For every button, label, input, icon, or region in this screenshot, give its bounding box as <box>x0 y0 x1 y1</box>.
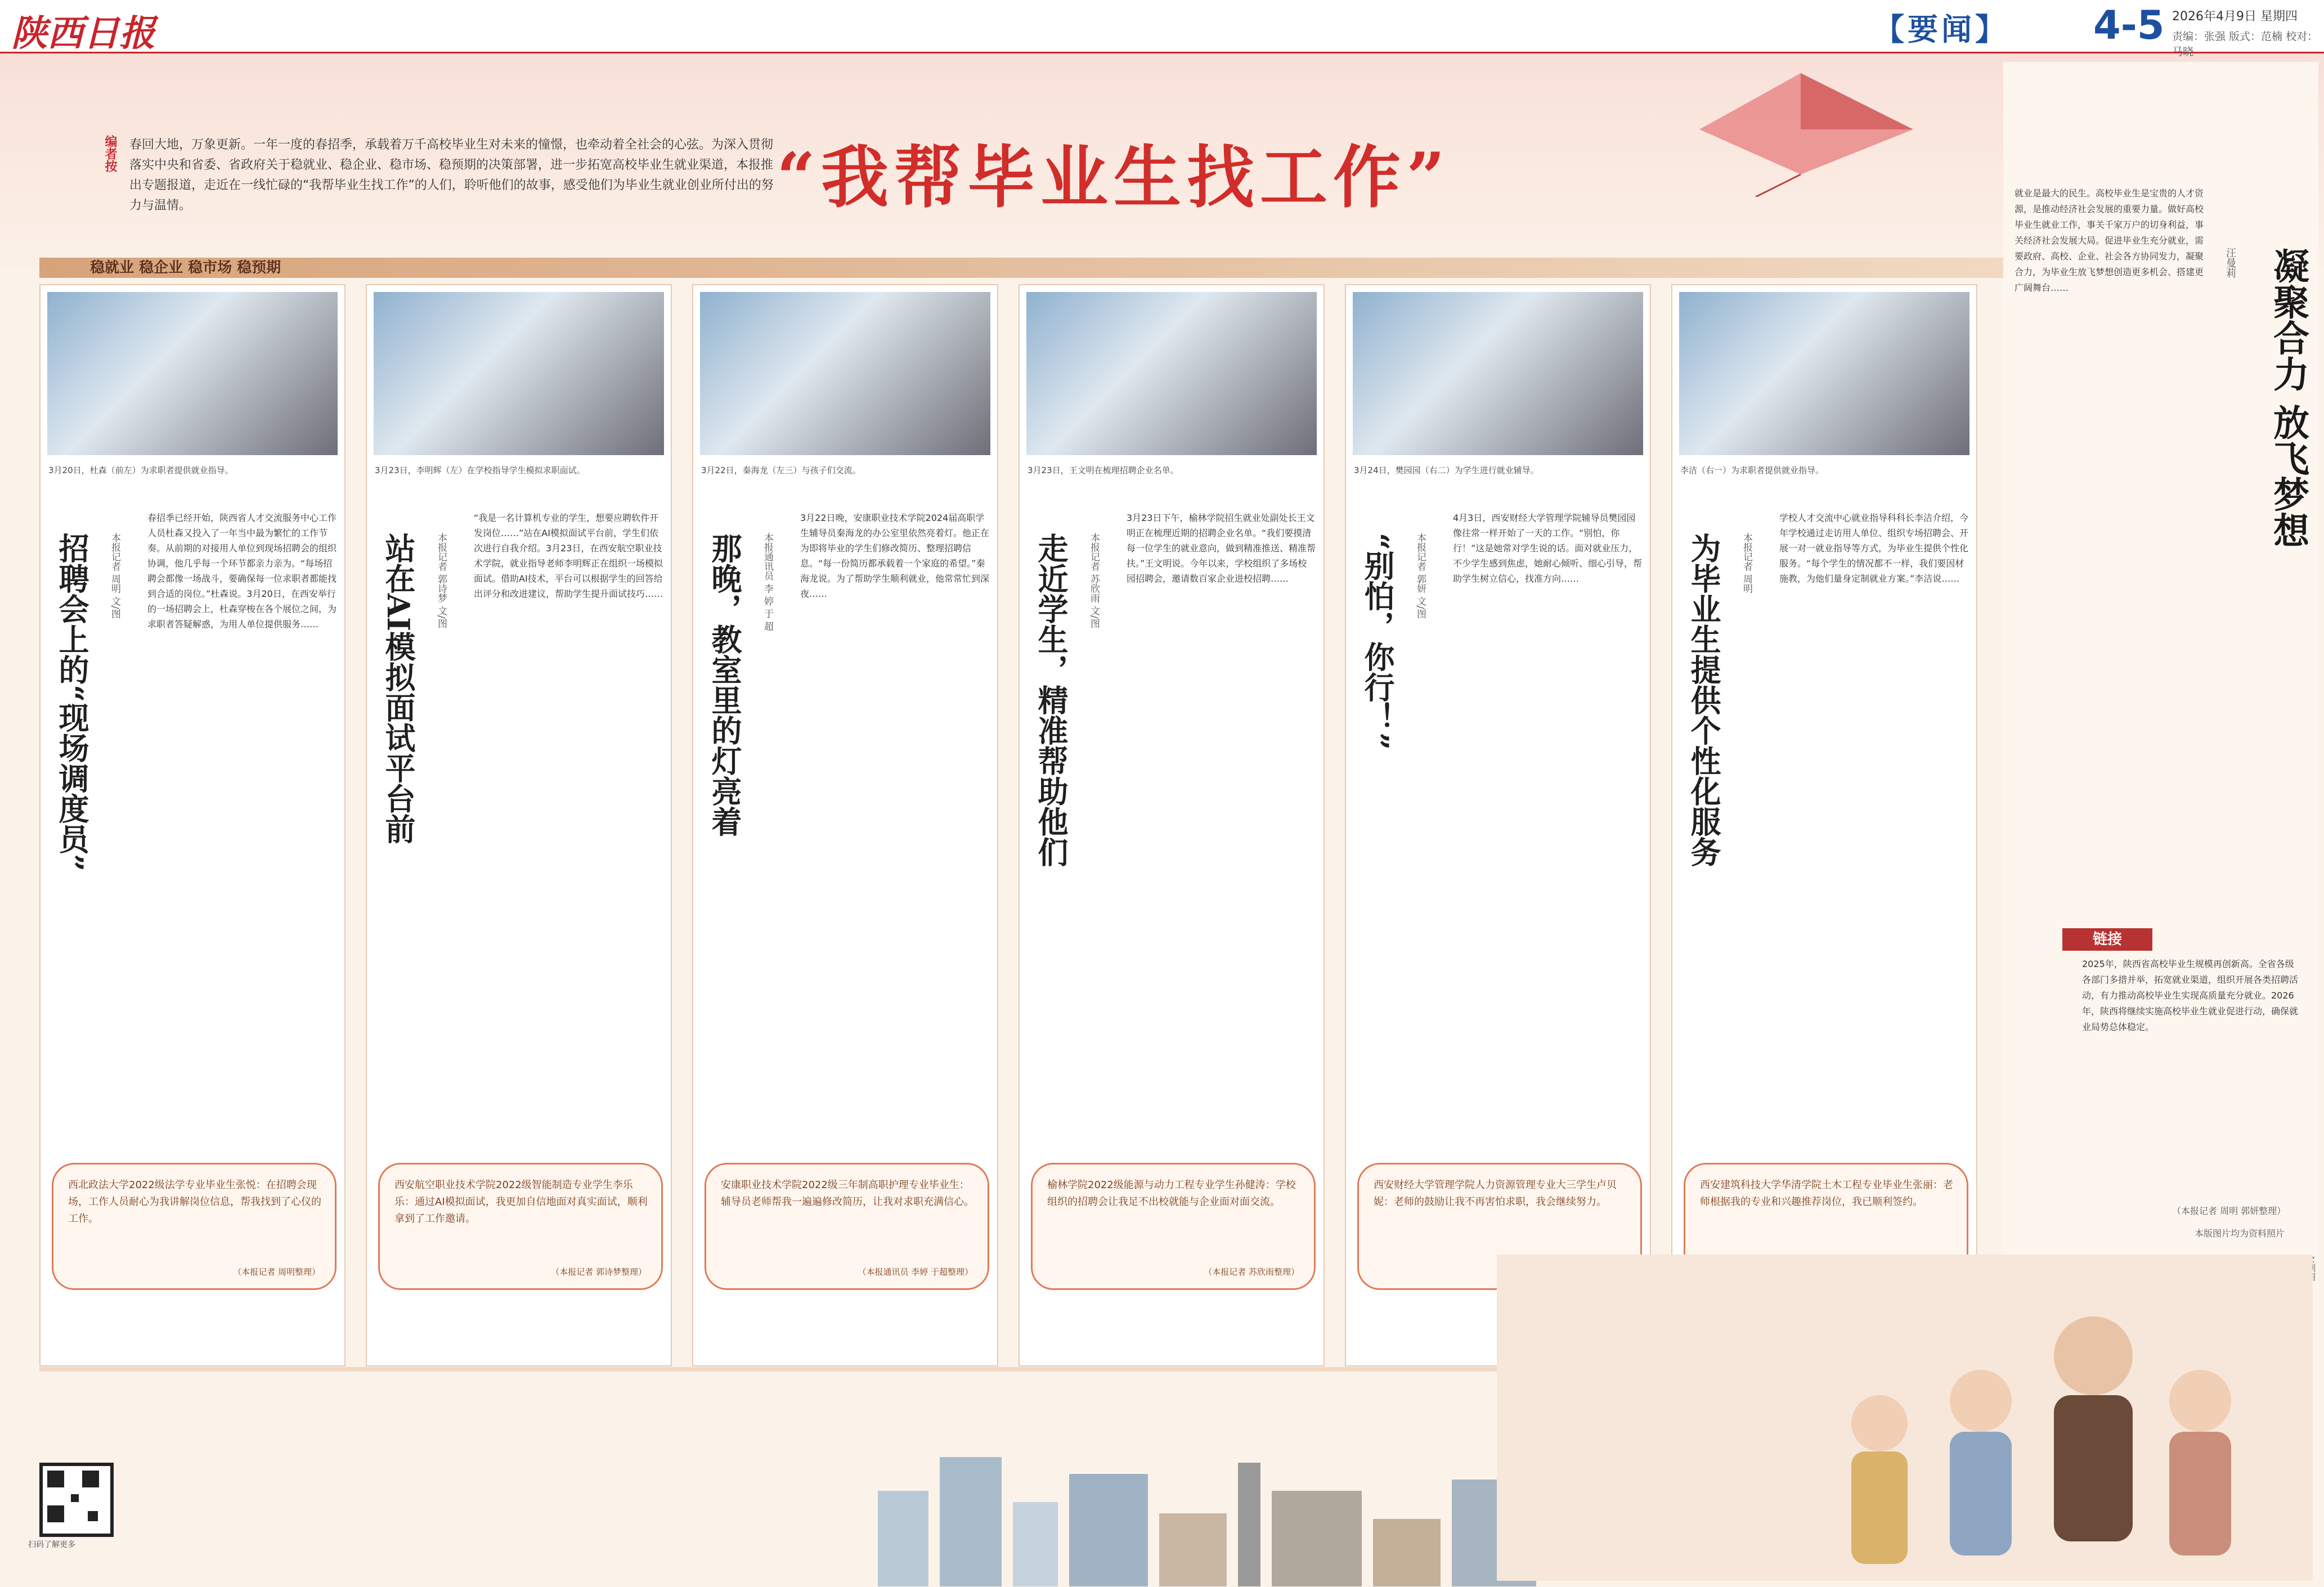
quote-byline: （本报记者 周明整理） <box>233 1267 320 1277</box>
masthead-bar <box>0 0 2324 58</box>
story-photo <box>700 292 990 455</box>
story-byline: 本报记者 郭诗梦 文/图 <box>436 533 447 628</box>
story-title: 那晚，教室里的灯亮着 <box>707 533 743 837</box>
commentary-author: 汪曼莉 <box>2224 248 2236 278</box>
story-column-2 <box>366 284 672 1366</box>
story-byline: 本报记者 周明 <box>1741 533 1752 594</box>
link-byline: （本报记者 周明 郭妍整理） <box>2172 1206 2286 1216</box>
story-byline: 本报通讯员 李 婷 于 超 <box>762 533 773 631</box>
link-body: 2025年，陕西省高校毕业生规模再创新高。全省各级各部门多措并举，拓宽就业渠道，组织开展各类招聘活动，有力推动高校毕业生实现高质量充分就业。2026年，陕西将继续实施高校毕业生就业促进行动，确保就业局势总体稳定。 <box>2082 959 2299 1032</box>
qr-code[interactable] <box>39 1463 114 1537</box>
kite-icon <box>1688 62 1924 197</box>
photo-caption: 李洁（右一）为求职者提供就业指导。 <box>1680 465 1824 475</box>
story-photo <box>1353 292 1643 455</box>
story-body: 学校人才交流中心就业指导科科长李洁介绍，今年学校通过走访用人单位、组织专场招聘会、开展一对一就业指导等方式，为毕业生提供个性化服务。“每个学生的情况都不一样，我们要因材施教，为他们量身定制就业方案。”李洁说…… <box>1779 512 1968 584</box>
commentary-title: 凝聚合力 放飞梦想 <box>2267 248 2309 549</box>
qr-module <box>71 1494 79 1502</box>
qr-finder-icon <box>47 1471 64 1487</box>
editor-credits: 责编：张强 版式：范楠 校对：马晓 <box>2172 30 2318 58</box>
story-column-5 <box>1345 284 1651 1366</box>
story-photo <box>374 292 664 455</box>
theme-band-text: 稳就业 稳企业 稳市场 稳预期 <box>90 259 281 276</box>
city-skyline-illustration <box>878 1378 1553 1586</box>
theme-band <box>39 258 2003 278</box>
quote-bubble <box>1031 1163 1316 1290</box>
photo-caption: 3月20日，杜森（前左）为求职者提供就业指导。 <box>48 465 234 475</box>
editor-note-text: 春回大地，万象更新。一年一度的春招季，承载着万千高校毕业生对未来的憧憬，也牵动着全社会的心弦。为深入贯彻落实中央和省委、省政府关于稳就业、稳企业、稳市场、稳预期的决策部署，进一步拓宽高校毕业生就业渠道，本报推出专题报道，走近在一线忙碌的“我帮毕业生找工作”的人们，聆听他们的故事，感受他们为毕业生就业创业所付出的努力与温情。 <box>129 138 774 213</box>
photo-caption: 3月23日，李明辉（左）在学校指导学生模拟求职面试。 <box>375 465 585 475</box>
quote-text: 西安建筑科技大学华清学院土木工程专业毕业生张丽：老师根据我的专业和兴趣推荐岗位，我已顺利签约。 <box>1700 1179 1953 1208</box>
quote-text: 西安财经大学管理学院人力资源管理专业大三学生卢贝妮：老师的鼓励让我不再害怕求职，我会继续努力。 <box>1374 1179 1617 1208</box>
photo-caption: 3月22日，秦海龙（左三）与孩子们交流。 <box>701 465 861 475</box>
qr-finder-icon <box>47 1505 64 1522</box>
story-photo <box>1679 292 1969 455</box>
story-column-3 <box>692 284 998 1366</box>
quote-byline: （本报记者 苏欣雨整理） <box>1204 1267 1299 1277</box>
story-title: 招聘会上的“现场调度员” <box>54 533 90 872</box>
graduates-illustration <box>1497 1255 2313 1581</box>
photo-note: 本版图片均为资料照片 <box>2195 1228 2285 1239</box>
story-byline: 本报记者 苏欣雨 文/图 <box>1088 533 1100 628</box>
quote-text: 安康职业技术学院2022级三年制高职护理专业毕业生：辅导员老师帮我一遍遍修改简历，让我对求职充满信心。 <box>721 1179 974 1208</box>
editor-note-label: 编者按 <box>103 135 117 172</box>
issue-date: 2026年4月9日 星期四 <box>2172 10 2298 24</box>
qr-finder-icon <box>82 1471 99 1487</box>
story-body: 3月23日下午，榆林学院招生就业处副处长王文明正在梳理近期的招聘企业名单。“我们要摸清每一位学生的就业意向，做到精准推送、精准帮扶。”王文明说。今年以来，学校组织了多场校园招聘会，邀请数百家企业进校招聘…… <box>1127 512 1316 584</box>
story-column-4 <box>1019 284 1325 1366</box>
story-body: 春招季已经开始，陕西省人才交流服务中心工作人员杜森又投入了一年当中最为繁忙的工作节奏。从前期的对接用人单位到现场招聘会的组织协调，他几乎每一个环节都亲力亲为。“每场招聘会都像一场战斗，要确保每一位求职者都能找到合适的岗位。”杜森说。3月20日，在西安举行的一场招聘会上，杜森穿梭在各个展位之间，为求职者答疑解惑，为用人单位提供服务…… <box>147 512 337 630</box>
story-title: 站在AI模拟面试平台前 <box>380 533 416 844</box>
page-headline: “我帮毕业生找工作” <box>777 138 1451 217</box>
quote-bubble <box>378 1163 663 1290</box>
quote-byline: （本报通讯员 李婷 于超整理） <box>858 1267 973 1277</box>
qr-label: 扫码了解更多 <box>28 1540 75 1549</box>
story-column-1 <box>39 284 346 1366</box>
photo-caption: 3月24日，樊园园（右二）为学生进行就业辅导。 <box>1354 465 1539 475</box>
quote-bubble <box>52 1163 337 1290</box>
story-byline: 本报记者 郭妍 文/图 <box>1415 533 1426 619</box>
story-photo <box>1026 292 1317 455</box>
page-numbers: 4-5 <box>2093 2 2165 48</box>
story-body: 3月22日晚，安康职业技术学院2024届高职学生辅导员秦海龙的办公室里依然亮着灯。他正在为即将毕业的学生们修改简历、整理招聘信息。“每一份简历都承载着一个家庭的希望。”秦海龙说。为了帮助学生顺利就业，他常常忙到深夜…… <box>800 512 989 599</box>
story-title: 为毕业生提供个性化服务 <box>1686 533 1722 867</box>
story-body: “我是一名计算机专业的学生，想要应聘软件开发岗位……”站在AI模拟面试平台前，学生们依次进行自我介绍。3月23日，在西安航空职业技术学院，就业指导老师李明辉正在组织一场模拟面试。借助AI技术，平台可以根据学生的回答给出评分和改进建议，帮助学生提升面试技巧…… <box>474 512 663 599</box>
story-byline: 本报记者 周明 文/图 <box>109 533 120 619</box>
story-column-6 <box>1671 284 1977 1366</box>
quote-text: 西安航空职业技术学院2022级智能制造专业学生李乐乐：通过AI模拟面试，我更加自信地面对真实面试，顺利拿到了工作邀请。 <box>394 1179 648 1225</box>
story-title: “别怕，你行！” <box>1360 533 1396 750</box>
quote-bubble <box>705 1163 989 1290</box>
newspaper-masthead: 陕西日报 <box>11 12 155 55</box>
section-tag: 【要闻】 <box>1874 12 2009 47</box>
quote-text: 榆林学院2022级能源与动力工程专业学生孙健涛：学校组织的招聘会让我足不出校就能与企业面对面交流。 <box>1047 1179 1296 1208</box>
quote-byline: （本报记者 郭诗梦整理） <box>551 1267 647 1277</box>
story-photo <box>47 292 338 455</box>
story-body: 4月3日，西安财经大学管理学院辅导员樊园园像往常一样开始了一天的工作。“别怕，你行！”这是她常对学生说的话。面对就业压力，不少学生感到焦虑，她耐心倾听、细心引导，帮助学生树立信心，找准方向…… <box>1453 512 1642 584</box>
quote-text: 西北政法大学2022级法学专业毕业生张悦：在招聘会现场，工作人员耐心为我讲解岗位信息，帮我找到了心仪的工作。 <box>68 1179 321 1225</box>
commentary-body: 就业是最大的民生。高校毕业生是宝贵的人才资源，是推动经济社会发展的重要力量。做好高校毕业生就业工作，事关千家万户的切身利益，事关经济社会发展大局。促进毕业生充分就业，需要政府、高校、企业、社会各方协同发力，凝聚合力，为毕业生放飞梦想创造更多机会、搭建更广阔舞台…… <box>2015 188 2204 293</box>
photo-caption: 3月23日，王文明在梳理招聘企业名单。 <box>1028 465 1179 475</box>
qr-module <box>88 1511 98 1521</box>
link-label: 链接 <box>2062 928 2152 951</box>
story-title: 走近学生，精准帮助他们 <box>1033 533 1069 867</box>
